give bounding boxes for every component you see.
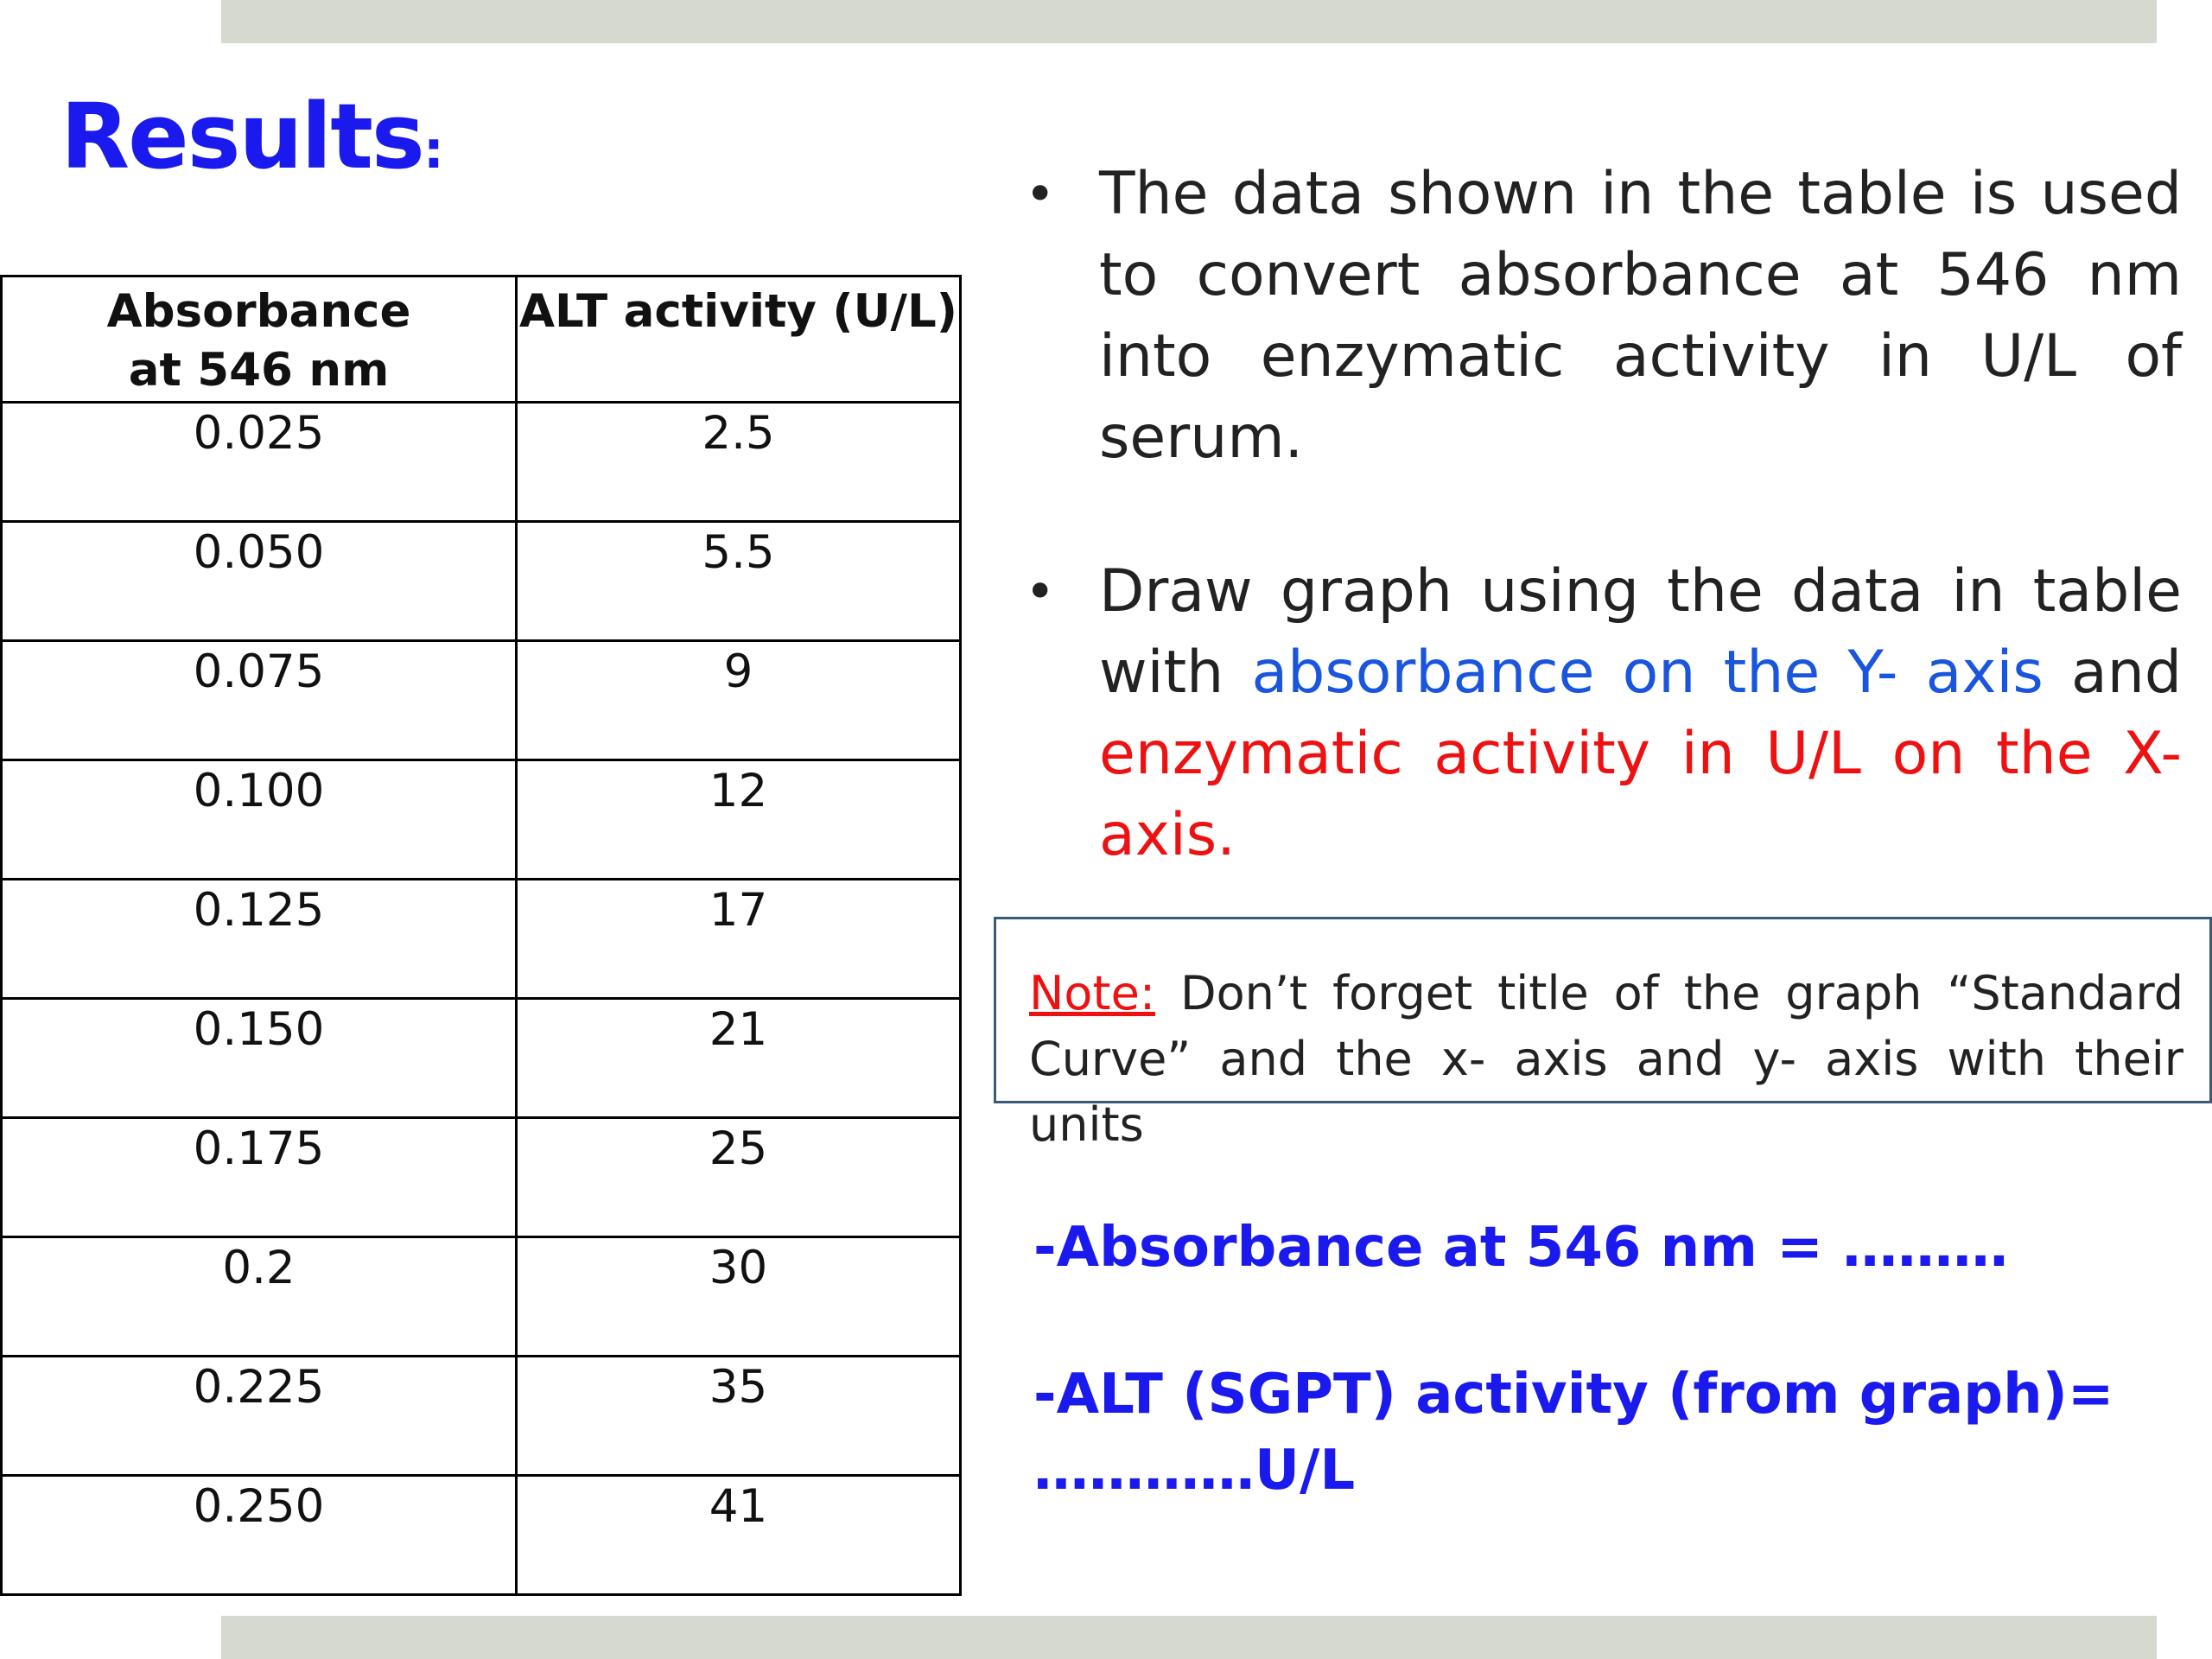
cell-alt-activity: 25 xyxy=(517,1118,961,1237)
answer-absorbance-line: -Absorbance at 546 nm = ……… xyxy=(1033,1216,2009,1280)
cell-absorbance: 0.100 xyxy=(2,760,517,880)
table-row xyxy=(2,641,961,760)
header-absorbance xyxy=(2,276,517,403)
header-absorbance-line-1: Absorbance xyxy=(106,285,411,338)
slide-title-colon: : xyxy=(423,120,444,181)
bullet-text-y-axis-highlight: absorbance on the Y- axis xyxy=(1251,639,2044,707)
bullet-item-table-usage xyxy=(1020,154,2182,479)
cell-alt-activity: 5.5 xyxy=(517,522,961,641)
cell-absorbance: 0.225 xyxy=(2,1357,517,1476)
cell-absorbance: 0.2 xyxy=(2,1237,517,1357)
bullet-item-draw-graph xyxy=(1020,551,2182,876)
table-row xyxy=(2,403,961,522)
slide-title xyxy=(60,76,444,211)
header-absorbance-line-2: at 546 nm xyxy=(128,344,390,397)
top-decorative-band xyxy=(221,0,2157,43)
slide-title-text: Results xyxy=(60,84,423,189)
cell-absorbance: 0.050 xyxy=(2,522,517,641)
table-row xyxy=(2,1357,961,1476)
cell-alt-activity: 21 xyxy=(517,999,961,1118)
instruction-bullets xyxy=(1020,154,2182,876)
cell-absorbance: 0.250 xyxy=(2,1476,517,1595)
note-box xyxy=(994,917,2212,1152)
table-row xyxy=(2,522,961,641)
bottom-decorative-band xyxy=(221,1616,2157,1659)
answer-alt-activity-line: -ALT (SGPT) activity (from graph)= …………U/L xyxy=(1033,1363,2114,1503)
bullet-text-table-usage: The data shown in the table is used to convert absorbance at 546 nm into enzymatic activity in U/L of serum. xyxy=(1099,160,2182,472)
cell-alt-activity: 41 xyxy=(517,1476,961,1595)
header-alt-activity: ALT activity (U/L) xyxy=(517,276,961,403)
table-row xyxy=(2,1118,961,1237)
cell-alt-activity: 2.5 xyxy=(517,403,961,522)
cell-absorbance: 0.125 xyxy=(2,880,517,999)
cell-absorbance: 0.175 xyxy=(2,1118,517,1237)
bullet-text-x-axis-highlight: enzymatic activity in U/L on the X- axis. xyxy=(1099,720,2182,869)
standard-curve-data-table xyxy=(0,275,962,1596)
table-row xyxy=(2,1237,961,1357)
cell-alt-activity: 12 xyxy=(517,760,961,880)
bullet-dot-icon: • xyxy=(1025,562,1056,622)
cell-alt-activity: 30 xyxy=(517,1237,961,1357)
table-row xyxy=(2,760,961,880)
cell-absorbance: 0.075 xyxy=(2,641,517,760)
cell-alt-activity: 17 xyxy=(517,880,961,999)
note-text: Don’t forget title of the graph “Standard Curve” and the x- axis and y- axis with their units xyxy=(1029,966,2183,1152)
bullet-text-and: and xyxy=(2043,639,2182,707)
table-row xyxy=(2,880,961,999)
table-row xyxy=(2,1476,961,1595)
bullet-dot-icon: • xyxy=(1025,164,1056,225)
cell-absorbance: 0.025 xyxy=(2,403,517,522)
cell-alt-activity: 35 xyxy=(517,1357,961,1476)
bullet-text-draw-graph: Draw graph using the data in table with xyxy=(1099,557,2182,707)
cell-alt-activity: 9 xyxy=(517,641,961,760)
table-row xyxy=(2,999,961,1118)
note-label: Note: xyxy=(1029,966,1156,1020)
cell-absorbance: 0.150 xyxy=(2,999,517,1118)
table-header-row xyxy=(2,276,961,403)
